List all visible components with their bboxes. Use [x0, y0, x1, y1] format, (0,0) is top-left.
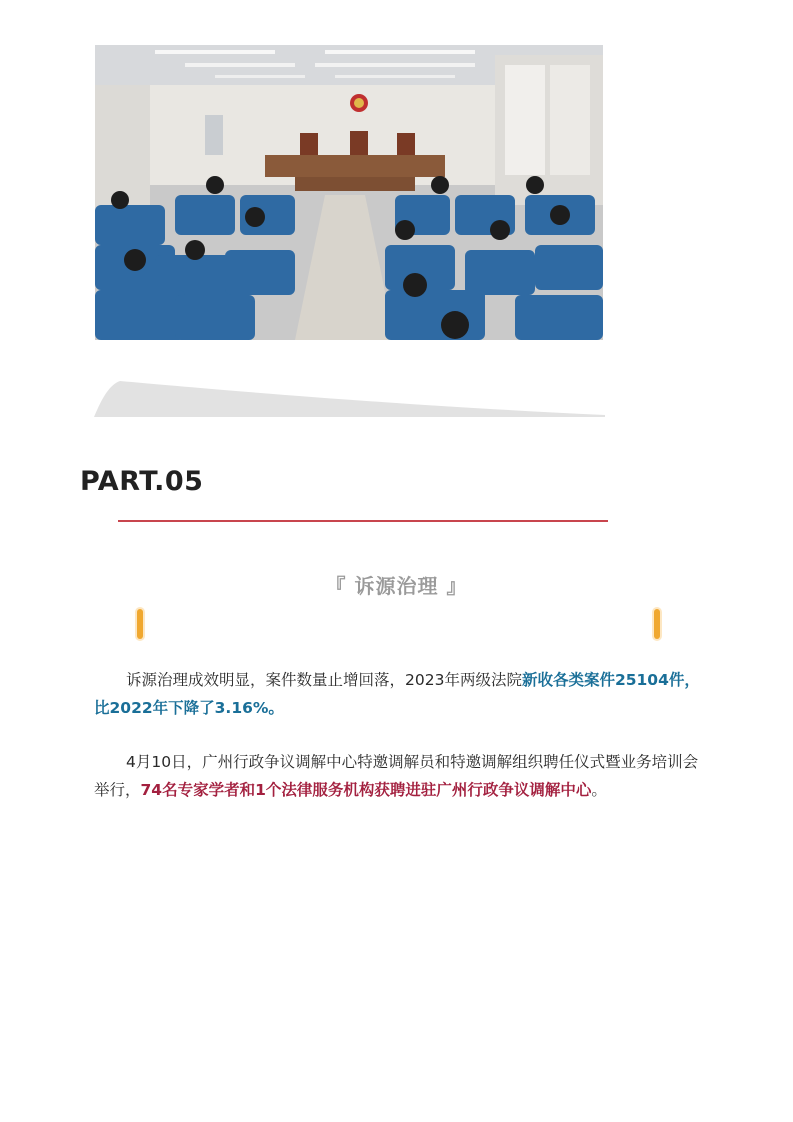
left-marker-icon: [137, 609, 143, 639]
decorative-swoosh: [90, 375, 610, 420]
paragraph-2-after: 。: [591, 781, 607, 799]
national-emblem-icon: [350, 94, 368, 112]
part-title: PART.05: [80, 466, 204, 497]
right-marker-icon: [654, 609, 660, 639]
paragraph-1-text: 诉源治理成效明显，案件数量止增回落，2023年两级法院: [126, 671, 522, 689]
paragraph-2-highlight: 74名专家学者和1个法律服务机构获聘进驻广州行政争议调解中心: [140, 781, 592, 799]
paragraph-1: [94, 666, 706, 722]
courtroom-photo: [95, 45, 603, 340]
paragraph-2-text: 4月10日，广州行政争议调解中心特邀调解员和特邀调解组织聘任仪式暨业务培训会举行，: [94, 753, 699, 799]
paragraph-1-highlight: 新收各类案件25104件，比2022年下降了3.16%。: [94, 671, 700, 717]
section-title: 『 诉源治理 』: [325, 574, 468, 598]
part-divider: [118, 520, 608, 522]
paragraph-2: [94, 748, 706, 804]
